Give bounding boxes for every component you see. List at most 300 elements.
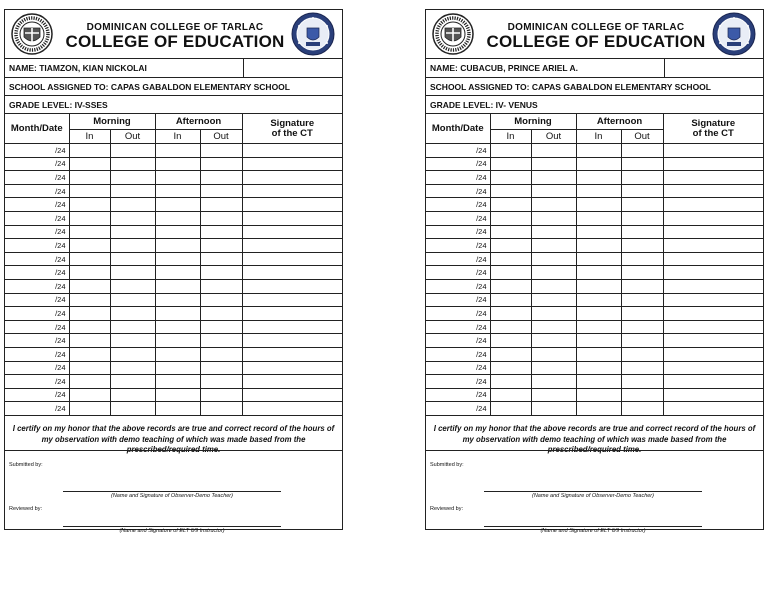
afternoon-in-cell <box>576 211 621 225</box>
afternoon-in-cell <box>155 266 200 280</box>
morning-in-cell <box>69 211 110 225</box>
date-cell: /24 <box>426 144 490 158</box>
morning-out-cell <box>531 144 576 158</box>
department-title: COLLEGE OF EDUCATION <box>486 32 706 51</box>
morning-in-cell <box>69 144 110 158</box>
date-cell: /24 <box>5 171 69 185</box>
table-row <box>426 293 763 307</box>
instructor-signature-caption: (Name and Signature of ELT 6/9 Instructor) <box>540 528 646 534</box>
grade-level: GRADE LEVEL: IV-SSES <box>9 99 108 110</box>
afternoon-out-cell <box>200 171 242 185</box>
signature-footer <box>5 450 342 534</box>
afternoon-out-cell <box>200 361 242 375</box>
afternoon-out-cell <box>200 225 242 239</box>
table-row <box>5 279 342 293</box>
afternoon-out-cell <box>621 211 663 225</box>
morning-out-cell <box>110 225 155 239</box>
signature-cell <box>242 211 342 225</box>
table-row <box>426 320 763 334</box>
morning-in-cell <box>490 388 531 402</box>
table-row <box>426 239 763 253</box>
date-cell: /24 <box>426 293 490 307</box>
morning-in-cell <box>69 266 110 280</box>
afternoon-in-cell <box>155 279 200 293</box>
signature-cell <box>663 184 763 198</box>
signature-cell <box>242 252 342 266</box>
morning-out-cell <box>110 239 155 253</box>
table-row <box>426 307 763 321</box>
certification-text: I certify on my honor that the above records are true and correct record of the hours of my observation with demo teaching of which was made based from the prescribed/required time. <box>12 424 335 454</box>
date-cell: /24 <box>5 184 69 198</box>
afternoon-out-cell <box>200 184 242 198</box>
date-cell: /24 <box>5 211 69 225</box>
morning-in-cell <box>69 293 110 307</box>
table-row <box>426 144 763 158</box>
student-name-row <box>426 58 763 77</box>
morning-header: Morning <box>490 114 576 130</box>
date-cell: /24 <box>426 361 490 375</box>
observer-signature-caption: (Name and Signature of Observer-Demo Teacher) <box>532 493 654 499</box>
morning-out-cell <box>110 171 155 185</box>
morning-out-cell <box>110 334 155 348</box>
school-assigned: SCHOOL ASSIGNED TO: CAPAS GABALDON ELEMENTARY SCHOOL <box>430 81 711 92</box>
afternoon-out-cell <box>200 307 242 321</box>
morning-in-cell <box>490 293 531 307</box>
afternoon-in-cell <box>576 307 621 321</box>
afternoon-in-cell <box>155 402 200 416</box>
morning-out-cell <box>531 347 576 361</box>
table-row <box>426 184 763 198</box>
date-cell: /24 <box>426 198 490 212</box>
afternoon-out-cell <box>200 293 242 307</box>
date-cell: /24 <box>426 157 490 171</box>
date-cell: /24 <box>426 279 490 293</box>
afternoon-out-cell <box>200 198 242 212</box>
date-cell: /24 <box>5 293 69 307</box>
afternoon-in-cell <box>576 198 621 212</box>
morning-in-cell <box>490 279 531 293</box>
morning-in-cell <box>490 144 531 158</box>
afternoon-in-cell <box>576 320 621 334</box>
afternoon-header: Afternoon <box>155 114 242 130</box>
college-of-education-seal-icon <box>291 12 335 56</box>
signature-cell <box>663 171 763 185</box>
morning-in-cell <box>490 225 531 239</box>
morning-in-cell <box>490 239 531 253</box>
afternoon-in-cell <box>576 184 621 198</box>
afternoon-in-cell <box>576 279 621 293</box>
morning-in-cell <box>69 320 110 334</box>
morning-out-cell <box>531 171 576 185</box>
afternoon-in-header: In <box>155 130 200 144</box>
table-row <box>5 388 342 402</box>
afternoon-out-header: Out <box>200 130 242 144</box>
signature-cell <box>242 402 342 416</box>
instructor-signature-caption: (Name and Signature of ELT 6/9 Instructor) <box>119 528 225 534</box>
afternoon-out-cell <box>621 184 663 198</box>
morning-out-cell <box>110 307 155 321</box>
date-cell: /24 <box>5 388 69 402</box>
afternoon-out-cell <box>200 375 242 389</box>
grade-row <box>426 95 763 113</box>
table-row <box>426 347 763 361</box>
morning-out-cell <box>531 334 576 348</box>
name-row-divider <box>243 59 244 77</box>
signature-cell <box>242 293 342 307</box>
department-title: COLLEGE OF EDUCATION <box>65 32 285 51</box>
signature-cell <box>242 157 342 171</box>
afternoon-out-cell <box>621 293 663 307</box>
morning-in-cell <box>490 307 531 321</box>
observer-signature-line <box>484 491 702 492</box>
afternoon-out-cell <box>200 252 242 266</box>
table-row <box>5 171 342 185</box>
signature-cell <box>663 334 763 348</box>
afternoon-out-cell <box>200 144 242 158</box>
table-row <box>426 375 763 389</box>
signature-header-line2: of the CT <box>692 127 734 139</box>
morning-out-cell <box>531 211 576 225</box>
date-cell: /24 <box>426 252 490 266</box>
morning-in-cell <box>490 402 531 416</box>
afternoon-out-cell <box>621 375 663 389</box>
grade-level: GRADE LEVEL: IV- VENUS <box>430 99 538 110</box>
signature-cell <box>242 320 342 334</box>
signature-cell <box>242 144 342 158</box>
table-row <box>5 375 342 389</box>
instructor-signature-line <box>484 526 702 527</box>
afternoon-in-cell <box>576 375 621 389</box>
table-row <box>5 225 342 239</box>
signature-cell <box>663 239 763 253</box>
afternoon-out-cell <box>621 239 663 253</box>
signature-cell <box>242 375 342 389</box>
afternoon-in-cell <box>576 347 621 361</box>
table-row <box>426 211 763 225</box>
observer-signature-caption: (Name and Signature of Observer-Demo Teacher) <box>111 493 233 499</box>
afternoon-out-cell <box>200 320 242 334</box>
name-row-divider <box>664 59 665 77</box>
date-cell: /24 <box>426 239 490 253</box>
table-row <box>426 157 763 171</box>
morning-out-cell <box>110 375 155 389</box>
morning-out-cell <box>110 144 155 158</box>
date-cell: /24 <box>426 375 490 389</box>
morning-in-cell <box>69 402 110 416</box>
instructor-signature-line <box>63 526 281 527</box>
date-cell: /24 <box>5 266 69 280</box>
signature-cell <box>242 225 342 239</box>
form-header <box>5 10 342 57</box>
signature-cell <box>663 252 763 266</box>
afternoon-out-header: Out <box>621 130 663 144</box>
date-cell: /24 <box>426 388 490 402</box>
table-row <box>426 252 763 266</box>
signature-cell <box>663 402 763 416</box>
morning-out-cell <box>531 157 576 171</box>
afternoon-out-cell <box>200 347 242 361</box>
morning-in-cell <box>69 252 110 266</box>
morning-in-cell <box>69 375 110 389</box>
table-row <box>5 347 342 361</box>
afternoon-out-cell <box>200 266 242 280</box>
morning-in-cell <box>490 334 531 348</box>
date-cell: /24 <box>5 307 69 321</box>
afternoon-in-cell <box>155 307 200 321</box>
signature-cell <box>663 388 763 402</box>
afternoon-in-cell <box>576 171 621 185</box>
table-row <box>426 279 763 293</box>
afternoon-out-cell <box>621 198 663 212</box>
signature-cell <box>663 307 763 321</box>
morning-in-cell <box>69 239 110 253</box>
afternoon-in-cell <box>576 225 621 239</box>
college-name: DOMINICAN COLLEGE OF TARLAC <box>86 22 264 33</box>
student-name: NAME: CUBACUB, PRINCE ARIEL A. <box>430 63 578 73</box>
submitted-by-label: Submitted by: <box>430 462 464 468</box>
signature-header-line2: of the CT <box>271 127 313 139</box>
attendance-form-right <box>425 9 764 534</box>
afternoon-out-cell <box>200 402 242 416</box>
morning-out-cell <box>110 361 155 375</box>
morning-header: Morning <box>69 114 155 130</box>
afternoon-in-cell <box>155 184 200 198</box>
signature-cell <box>242 171 342 185</box>
signature-cell <box>242 184 342 198</box>
morning-in-cell <box>69 279 110 293</box>
table-row <box>5 307 342 321</box>
student-name: NAME: TIAMZON, KIAN NICKOLAI <box>9 63 147 73</box>
morning-in-cell <box>490 198 531 212</box>
date-cell: /24 <box>426 211 490 225</box>
school-assigned: SCHOOL ASSIGNED TO: CAPAS GABALDON ELEMENTARY SCHOOL <box>9 81 290 92</box>
date-cell: /24 <box>426 347 490 361</box>
afternoon-in-cell <box>155 239 200 253</box>
form-header <box>426 10 763 57</box>
afternoon-in-cell <box>155 198 200 212</box>
attendance-table <box>426 113 763 416</box>
month-date-header: Month/Date <box>426 114 490 144</box>
table-row <box>5 157 342 171</box>
date-cell: /24 <box>5 375 69 389</box>
afternoon-out-cell <box>621 307 663 321</box>
table-row <box>5 198 342 212</box>
table-row <box>5 266 342 280</box>
morning-in-cell <box>69 361 110 375</box>
afternoon-header: Afternoon <box>576 114 663 130</box>
morning-out-cell <box>110 211 155 225</box>
signature-cell <box>663 279 763 293</box>
morning-out-cell <box>531 279 576 293</box>
morning-out-cell <box>110 402 155 416</box>
morning-out-cell <box>110 279 155 293</box>
afternoon-in-cell <box>155 211 200 225</box>
morning-in-cell <box>69 347 110 361</box>
signature-cell <box>663 157 763 171</box>
signature-cell <box>663 211 763 225</box>
morning-out-cell <box>110 347 155 361</box>
afternoon-in-cell <box>155 144 200 158</box>
afternoon-in-cell <box>155 252 200 266</box>
month-date-header: Month/Date <box>5 114 69 144</box>
afternoon-out-cell <box>621 266 663 280</box>
afternoon-in-cell <box>155 171 200 185</box>
afternoon-out-cell <box>621 225 663 239</box>
morning-in-cell <box>69 307 110 321</box>
afternoon-out-cell <box>200 334 242 348</box>
afternoon-out-cell <box>621 279 663 293</box>
table-row <box>426 388 763 402</box>
table-row <box>5 184 342 198</box>
morning-in-cell <box>69 184 110 198</box>
certification-text: I certify on my honor that the above records are true and correct record of the hours of my observation with demo teaching of which was made based from the prescribed/required time. <box>433 424 756 454</box>
table-row <box>5 334 342 348</box>
date-cell: /24 <box>5 225 69 239</box>
signature-cell <box>242 347 342 361</box>
afternoon-out-cell <box>200 239 242 253</box>
afternoon-out-cell <box>621 334 663 348</box>
morning-in-cell <box>490 266 531 280</box>
afternoon-in-cell <box>576 252 621 266</box>
school-row <box>5 77 342 95</box>
afternoon-out-cell <box>200 279 242 293</box>
date-cell: /24 <box>5 157 69 171</box>
signature-cell <box>242 279 342 293</box>
signature-cell <box>663 293 763 307</box>
morning-in-cell <box>490 252 531 266</box>
afternoon-in-cell <box>576 388 621 402</box>
table-row <box>5 144 342 158</box>
morning-in-cell <box>69 198 110 212</box>
signature-cell <box>663 361 763 375</box>
reviewed-by-label: Reviewed by: <box>430 506 464 512</box>
morning-in-cell <box>490 211 531 225</box>
morning-in-header: In <box>69 130 110 144</box>
afternoon-in-cell <box>576 361 621 375</box>
morning-in-cell <box>490 375 531 389</box>
signature-cell <box>663 347 763 361</box>
attendance-form-left <box>4 9 343 534</box>
afternoon-in-cell <box>576 334 621 348</box>
date-cell: /24 <box>426 402 490 416</box>
morning-out-cell <box>531 361 576 375</box>
table-row <box>426 334 763 348</box>
signature-header-line1: Signature <box>270 117 315 129</box>
morning-out-cell <box>110 184 155 198</box>
afternoon-in-cell <box>155 157 200 171</box>
date-cell: /24 <box>426 171 490 185</box>
afternoon-out-cell <box>621 144 663 158</box>
morning-in-cell <box>69 225 110 239</box>
attendance-table <box>5 113 342 416</box>
afternoon-out-cell <box>621 157 663 171</box>
signature-cell <box>663 266 763 280</box>
morning-out-cell <box>110 293 155 307</box>
morning-out-cell <box>110 266 155 280</box>
afternoon-out-cell <box>621 252 663 266</box>
afternoon-out-cell <box>621 320 663 334</box>
table-row <box>426 171 763 185</box>
afternoon-out-cell <box>200 211 242 225</box>
table-row <box>5 239 342 253</box>
morning-out-cell <box>531 184 576 198</box>
signature-cell <box>663 375 763 389</box>
dominican-college-seal-icon <box>432 13 474 55</box>
morning-out-cell <box>531 266 576 280</box>
afternoon-in-cell <box>155 388 200 402</box>
date-cell: /24 <box>5 144 69 158</box>
morning-out-cell <box>531 198 576 212</box>
morning-out-cell <box>110 252 155 266</box>
morning-in-cell <box>490 347 531 361</box>
afternoon-in-cell <box>155 347 200 361</box>
morning-out-cell <box>110 320 155 334</box>
signature-cell <box>663 320 763 334</box>
table-row <box>426 361 763 375</box>
morning-in-cell <box>490 320 531 334</box>
afternoon-out-cell <box>200 157 242 171</box>
signature-cell <box>663 198 763 212</box>
signature-cell <box>242 266 342 280</box>
afternoon-in-header: In <box>576 130 621 144</box>
signature-cell <box>242 361 342 375</box>
afternoon-in-cell <box>576 266 621 280</box>
signature-header-line1: Signature <box>691 117 736 129</box>
student-name-row <box>5 58 342 77</box>
morning-out-cell <box>110 157 155 171</box>
afternoon-out-cell <box>200 388 242 402</box>
afternoon-out-cell <box>621 402 663 416</box>
observer-signature-line <box>63 491 281 492</box>
morning-in-cell <box>490 171 531 185</box>
signature-cell <box>242 239 342 253</box>
table-row <box>5 320 342 334</box>
morning-out-cell <box>110 388 155 402</box>
signature-cell <box>242 388 342 402</box>
table-row <box>426 225 763 239</box>
morning-in-header: In <box>490 130 531 144</box>
school-row <box>426 77 763 95</box>
afternoon-in-cell <box>576 293 621 307</box>
table-row <box>426 402 763 416</box>
morning-out-cell <box>531 252 576 266</box>
grade-row <box>5 95 342 113</box>
signature-cell <box>663 225 763 239</box>
date-cell: /24 <box>5 334 69 348</box>
college-of-education-seal-icon <box>712 12 756 56</box>
afternoon-in-cell <box>155 225 200 239</box>
morning-out-cell <box>531 239 576 253</box>
afternoon-in-cell <box>576 402 621 416</box>
date-cell: /24 <box>5 198 69 212</box>
signature-cell <box>242 307 342 321</box>
date-cell: /24 <box>5 279 69 293</box>
morning-out-cell <box>531 293 576 307</box>
reviewed-by-label: Reviewed by: <box>9 506 43 512</box>
signature-cell <box>242 198 342 212</box>
morning-in-cell <box>69 388 110 402</box>
signature-header <box>242 114 342 144</box>
date-cell: /24 <box>426 225 490 239</box>
morning-in-cell <box>490 184 531 198</box>
afternoon-out-cell <box>621 171 663 185</box>
morning-in-cell <box>69 334 110 348</box>
table-row <box>5 211 342 225</box>
afternoon-in-cell <box>576 157 621 171</box>
table-row <box>5 402 342 416</box>
signature-cell <box>242 334 342 348</box>
afternoon-out-cell <box>621 347 663 361</box>
